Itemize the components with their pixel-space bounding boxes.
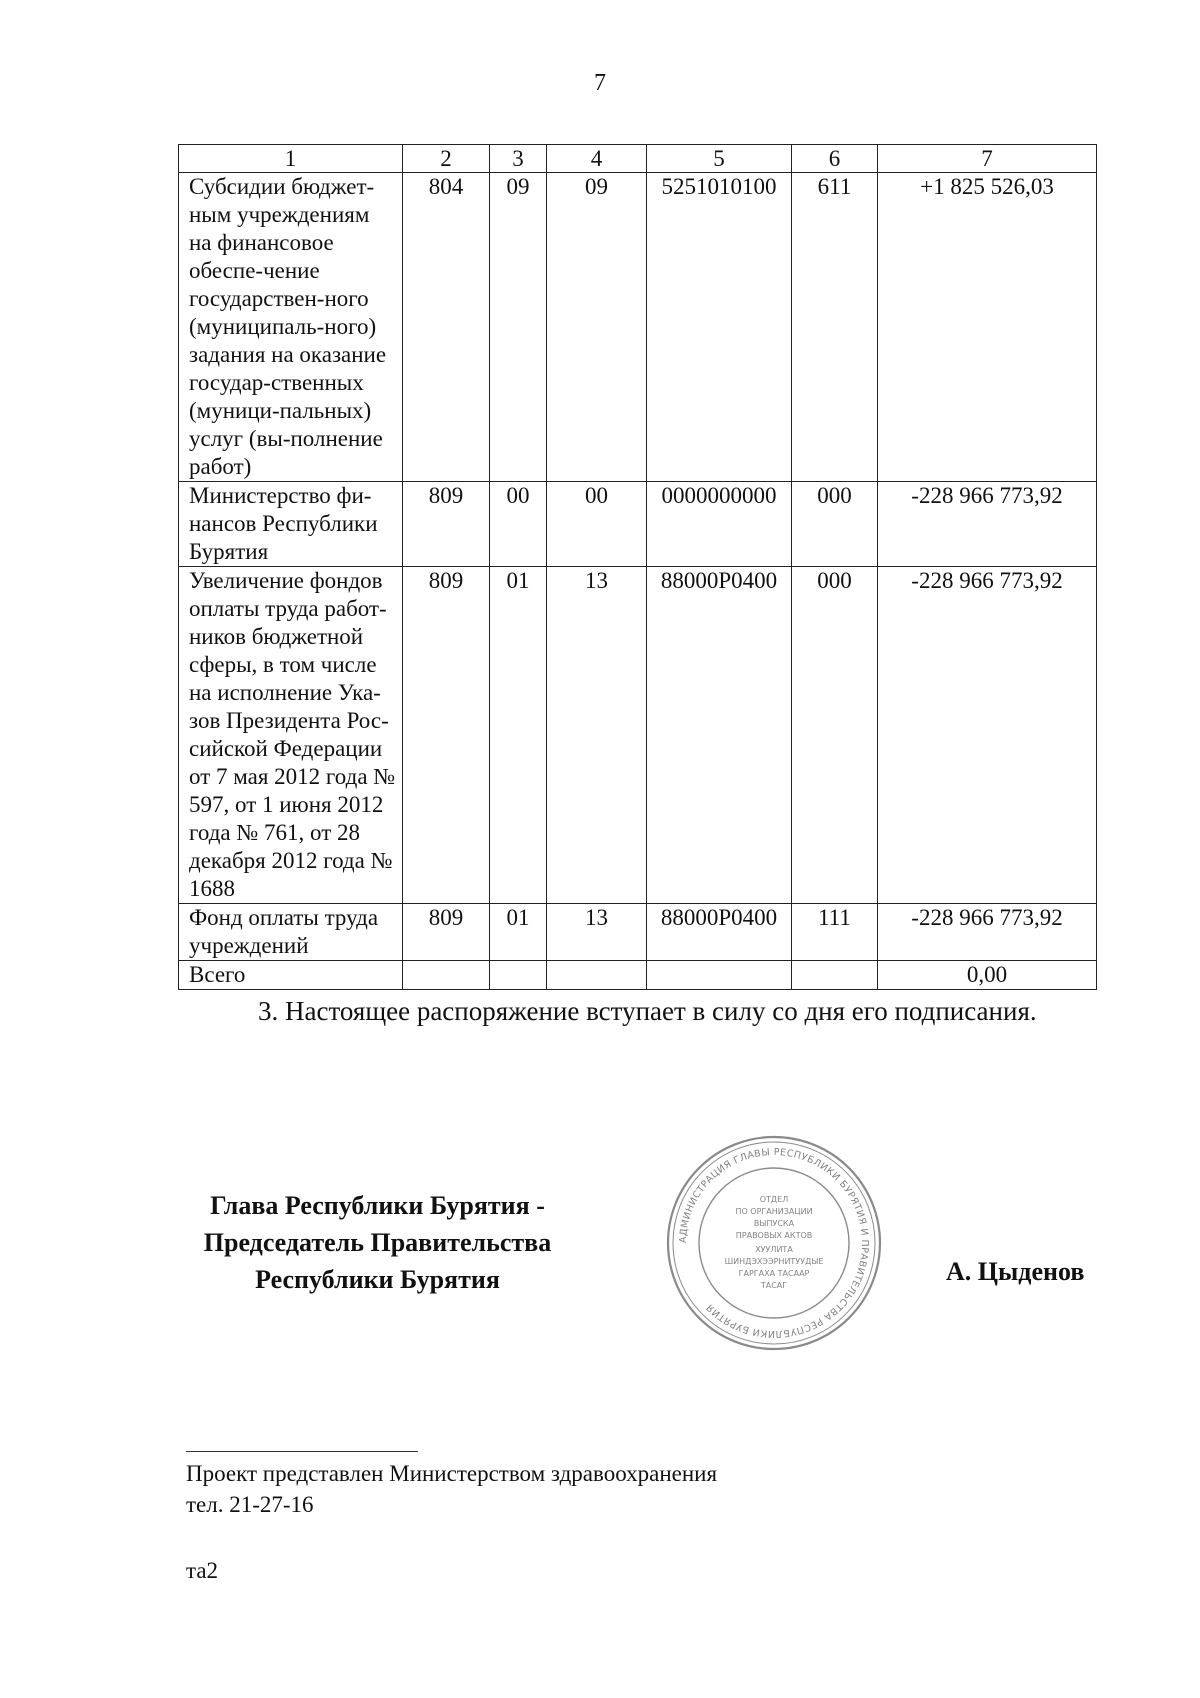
effective-date-clause: 3. Настоящее распоряжение вступает в силу со дня его подписания. [258,996,1037,1026]
row-name: Субсидии бюджет-ным учреждениям на финансовое обеспе-чение государствен-ного (муниципаль-ного) задания на оказание государ-ственных (муници-пальных) услуг (вы-полнение работ) [179,173,403,482]
row-subsection-code: 13 [547,904,647,961]
column-header: 1 [179,145,403,173]
stamp-text-line: ВЫПУСКА [753,1219,795,1228]
official-seal-stamp [664,1133,884,1353]
signer-title [170,1187,585,1298]
row-expense-type-code: 111 [792,904,878,961]
empty-cell [792,961,878,990]
stamp-text-line: ОТДЕЛ [759,1195,789,1204]
row-target-code: 0000000000 [647,482,792,567]
budget-table [178,144,1097,990]
row-section-code: 01 [490,904,547,961]
table-row [179,482,1097,567]
total-label: Всего [179,961,403,990]
row-subsection-code: 13 [547,567,647,904]
row-ministry-code: 809 [403,567,490,904]
column-header: 5 [647,145,792,173]
row-section-code: 09 [490,173,547,482]
row-expense-type-code: 000 [792,482,878,567]
table-header-row [179,145,1097,173]
row-amount: -228 966 773,92 [878,482,1097,567]
row-ministry-code: 809 [403,482,490,567]
row-target-code: 88000P0400 [647,567,792,904]
svg-text:АДМИНИСТРАЦИЯ ГЛАВЫ РЕСПУБЛИКИ [678,1147,870,1339]
stamp-text-line: ТАСАГ [760,1281,788,1290]
row-amount: -228 966 773,92 [878,567,1097,904]
row-expense-type-code: 000 [792,567,878,904]
empty-cell [647,961,792,990]
stamp-text-line: ПРАВОВЫХ АКТОВ [735,1231,813,1240]
footnote-author: Проект представлен Министерством здравоохранения [186,1461,718,1486]
signer-title-line: Председатель Правительства [203,1228,552,1257]
row-subsection-code: 00 [547,482,647,567]
table-total-row [179,961,1097,990]
row-section-code: 00 [490,482,547,567]
column-header: 6 [792,145,878,173]
table-row [179,173,1097,482]
stamp-text-line: ПО ОРГАНИЗАЦИИ [735,1207,813,1216]
signer-name: А. Цыденов [946,1257,1085,1286]
empty-cell [547,961,647,990]
row-expense-type-code: 611 [792,173,878,482]
row-ministry-code: 804 [403,173,490,482]
stamp-text-line: ХУУЛИТА [755,1245,793,1254]
row-target-code: 88000P0400 [647,904,792,961]
row-name: Фонд оплаты труда учреждений [179,904,403,961]
row-subsection-code: 09 [547,173,647,482]
stamp-ring-text: АДМИНИСТРАЦИЯ ГЛАВЫ РЕСПУБЛИКИ БУРЯТИЯ И ПРАВИТЕЛЬСТВА РЕСПУБЛИКИ БУРЯТИЯ [677,1146,871,1340]
signer-title-line: Глава Республики Бурятия - [210,1191,545,1220]
footnote-divider [186,1451,418,1452]
row-name: Увеличение фондов оплаты труда работ-ников бюджетной сферы, в том числе на исполнение Ука-зов Президента Рос-сийской Федерации от 7 мая 2012 года № 597, от 1 июня 2012 года № 761, от 28 декабря 2012 года № 1688 [179,567,403,904]
stamp-text-line: ШИНДЭХЭЭРНИТУУДЫЕ [724,1257,824,1266]
row-name: Министерство фи-нансов Республики Бурятия [179,482,403,567]
column-header: 4 [547,145,647,173]
row-ministry-code: 809 [403,904,490,961]
page-number: 7 [594,70,606,96]
stamp-text-line: ГАРГАХА ТАСААР [738,1269,810,1278]
footnote [186,1458,717,1520]
row-amount: +1 825 526,03 [878,173,1097,482]
column-header: 7 [878,145,1097,173]
table-row [179,904,1097,961]
empty-cell [403,961,490,990]
column-header: 2 [403,145,490,173]
table-row [179,567,1097,904]
column-header: 3 [490,145,547,173]
document-code: та2 [186,1558,219,1583]
row-target-code: 5251010100 [647,173,792,482]
empty-cell [490,961,547,990]
total-amount: 0,00 [878,961,1097,990]
signer-title-line: Республики Бурятия [255,1265,500,1294]
row-section-code: 01 [490,567,547,904]
row-amount: -228 966 773,92 [878,904,1097,961]
footnote-phone: тел. 21-27-16 [186,1492,314,1517]
